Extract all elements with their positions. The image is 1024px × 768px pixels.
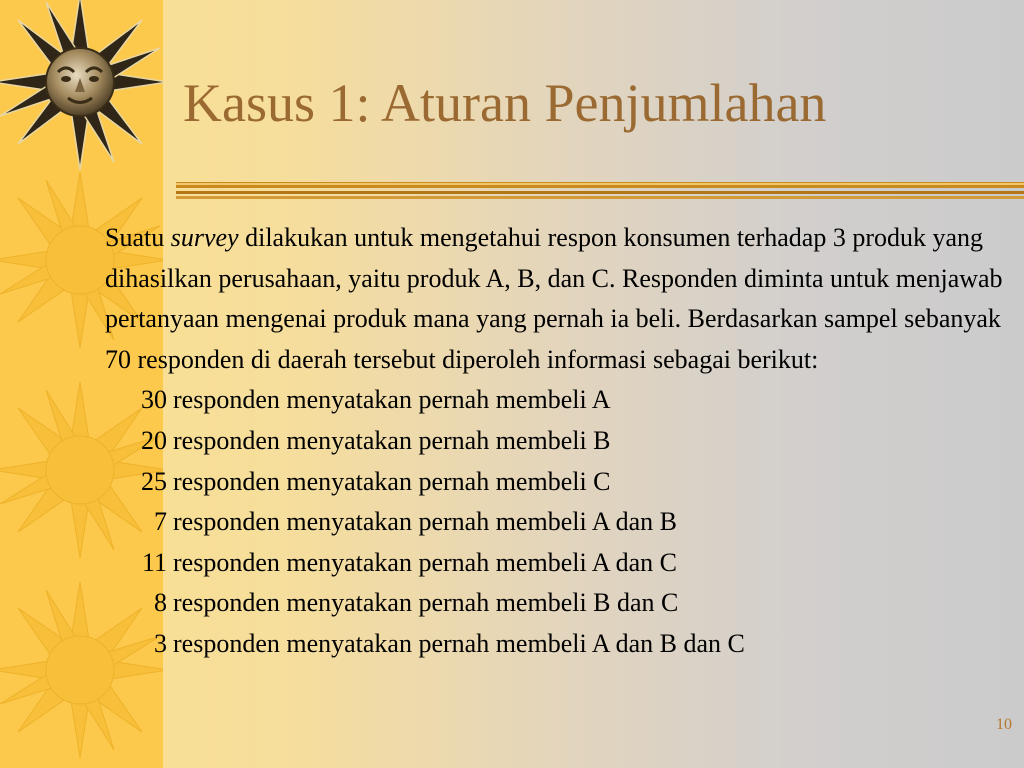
stat-text: responden menyatakan pernah membeli C <box>173 466 611 496</box>
stat-text: responden menyatakan pernah membeli B <box>173 425 611 455</box>
stat-text: responden menyatakan pernah membeli A dan B dan C <box>173 628 745 658</box>
stat-count: 8 <box>154 588 167 618</box>
stat-count: 30 <box>141 385 167 415</box>
intro-text-start: Suatu <box>105 223 171 252</box>
stat-count: 11 <box>141 547 167 577</box>
sun-face-icon <box>0 0 163 172</box>
stat-count: 7 <box>154 507 167 537</box>
stat-line <box>105 502 1017 543</box>
intro-text-rest: dilakukan untuk mengetahui respon konsumen terhadap 3 produk yang dihasilkan perusahaan, yaitu produk A, B, dan C. Responden diminta untuk menjawab pertanyaan mengenai produk mana yang pernah ia beli. Berdasarkan sampel sebanyak 70 responden di daerah tersebut diperoleh informasi sebagai berikut: <box>105 223 1003 374</box>
stat-text: responden menyatakan pernah membeli A dan C <box>173 547 677 577</box>
stat-count: 3 <box>154 628 167 658</box>
stat-line <box>105 583 1017 624</box>
title-divider <box>176 180 1024 202</box>
survey-emphasis: survey <box>170 223 239 252</box>
intro-paragraph <box>105 218 1017 380</box>
slide-body <box>105 218 1017 665</box>
stat-line <box>105 543 1017 584</box>
stat-text: responden menyatakan pernah membeli A dan B <box>173 507 677 537</box>
stat-line <box>105 421 1017 462</box>
page-number: 10 <box>996 716 1012 733</box>
stat-count: 25 <box>141 466 167 496</box>
stat-count: 20 <box>141 425 167 455</box>
stat-line <box>105 462 1017 503</box>
stat-line <box>105 380 1017 421</box>
stat-line <box>105 624 1017 665</box>
stat-text: responden menyatakan pernah membeli A <box>173 385 611 415</box>
stat-text: responden menyatakan pernah membeli B dan C <box>173 588 679 618</box>
slide-title: Kasus 1: Aturan Penjumlahan <box>183 73 827 133</box>
